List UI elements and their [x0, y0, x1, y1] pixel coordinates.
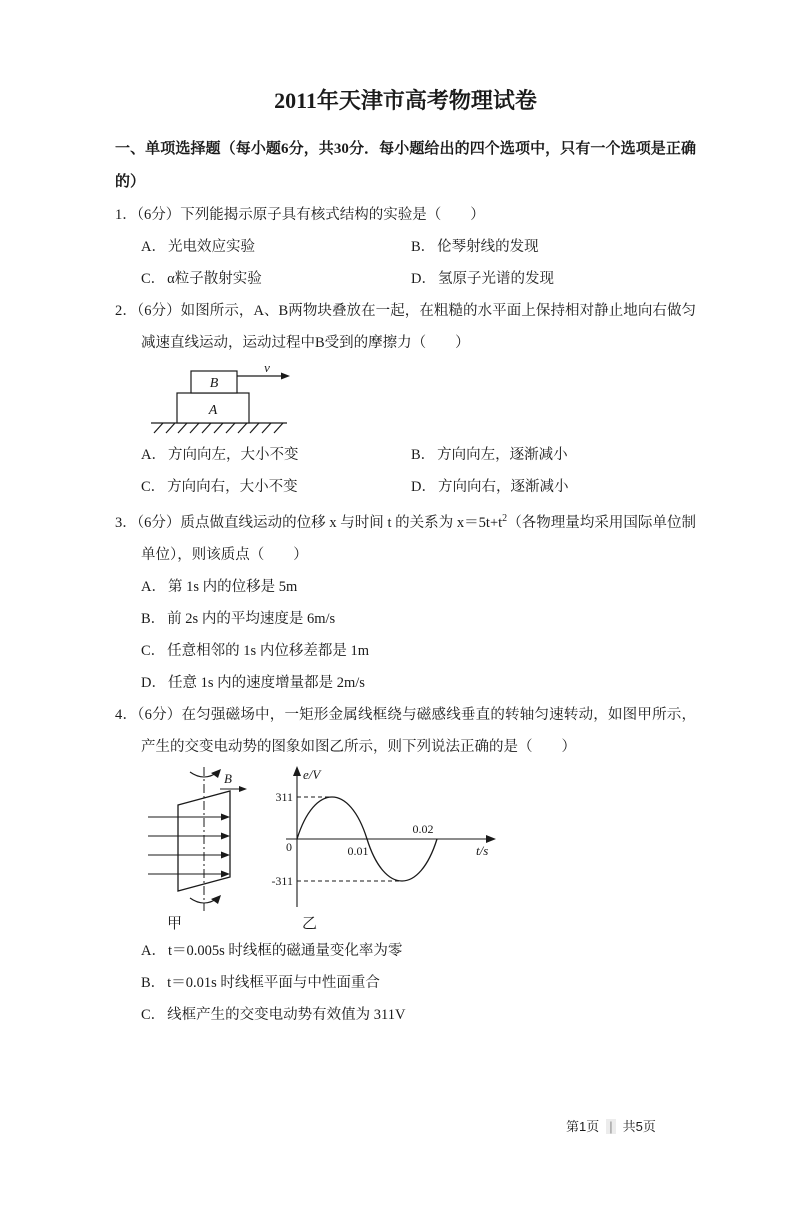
option-label: C．: [141, 1006, 166, 1023]
question-1-stem: [115, 199, 696, 231]
option-text: t＝0.01s 时线框平面与中性面重合: [167, 974, 380, 991]
option-label: D．: [411, 271, 436, 287]
question-4-option-a: [141, 935, 696, 967]
field-arrow-icon: [221, 870, 230, 877]
q4-rotating-coil-figure: [140, 765, 252, 913]
option-text: 第 1s 内的位移是 5m: [167, 578, 298, 595]
option-text: 任意 1s 内的速度增量都是 2m/s: [167, 674, 365, 691]
question-3-option-c: [141, 635, 696, 667]
section-heading: 一、单项选择题（每小题6分，共30分．每小题给出的四个选项中，只有一个选项是正确的）: [115, 141, 696, 190]
question-3-text-pre: （6分）质点做直线运动的位移 x 与时间 t 的关系为 x＝5t+t: [136, 514, 503, 531]
question-4-stem: [115, 699, 696, 763]
question-1-number: 1．: [115, 207, 137, 223]
question-2-stem: [115, 295, 696, 359]
question-3-option-a: [141, 571, 696, 603]
y-axis-arrow-icon: [293, 766, 301, 776]
question-4-option-b: [141, 967, 696, 999]
field-arrow-icon: [221, 832, 230, 839]
question-1-options: [115, 231, 696, 295]
question-2-option-d: [411, 471, 696, 503]
option-text: 任意相邻的 1s 内位移差都是 1m: [167, 642, 369, 659]
question-3: [115, 503, 696, 699]
graph-y-axis-label: e/V: [303, 766, 321, 782]
caption-yi: 乙: [302, 915, 318, 932]
block-a-label: A: [208, 403, 218, 418]
footer-separator: |: [606, 1119, 615, 1134]
graph-x-axis-label: t/s: [476, 842, 489, 858]
graph-y-max-label: 311: [275, 789, 293, 804]
field-arrow-icon: [221, 851, 230, 858]
field-arrow-icon: [221, 813, 230, 820]
question-3-option-b: [141, 603, 696, 635]
question-1-option-c: [141, 263, 411, 295]
option-text: 伦琴射线的发现: [437, 239, 539, 255]
option-text: 方向向右，逐渐减小: [437, 479, 569, 495]
question-2-options: [115, 439, 696, 503]
option-label: C．: [141, 271, 166, 287]
question-4-options: [115, 935, 696, 1031]
option-text: 光电效应实验: [167, 239, 255, 255]
question-1-text: （6分）下列能揭示原子具有核式结构的实验是（ ）: [136, 207, 485, 223]
question-1-option-d: [411, 263, 696, 295]
option-label: B．: [141, 974, 166, 991]
question-2-text: （6分）如图所示，A、B两物块叠放在一起，在粗糙的水平面上保持相对静止地向右做匀减速直线运动，运动过程中B受到的摩擦力（ ）: [136, 303, 697, 351]
question-3-option-d: [141, 667, 696, 699]
velocity-arrow-icon: [281, 373, 290, 380]
option-label: A．: [141, 578, 166, 595]
question-2-option-c: [141, 471, 411, 503]
option-label: B．: [411, 447, 436, 463]
option-text: 方向向右，大小不变: [167, 479, 298, 495]
graph-y-min-label: -311: [271, 873, 293, 888]
option-label: A．: [141, 447, 166, 463]
page-title: 2011年天津市高考物理试卷: [274, 88, 537, 113]
option-label: A．: [141, 239, 166, 255]
caption-jia: 甲: [167, 915, 183, 932]
question-4-number: 4．: [115, 706, 138, 723]
question-2-option-b: [411, 439, 696, 471]
question-4-option-c: [141, 999, 696, 1031]
q4-figure-captions: [115, 913, 696, 935]
question-3-stem: [115, 503, 696, 571]
exponent: 2: [502, 513, 508, 524]
option-label: C．: [141, 642, 166, 659]
q4-figure: [140, 765, 696, 913]
question-4-text: （6分）在匀强磁场中，一矩形金属线框绕与磁感线垂直的转轴匀速转动，如图甲所示，产生的交变电动势的图象如图乙所示，则下列说法正确的是（ ）: [137, 706, 697, 755]
q4-emf-graph: [252, 765, 504, 913]
graph-origin-label: 0: [286, 839, 292, 854]
option-text: 方向向左，逐渐减小: [437, 447, 568, 463]
x-axis-arrow-icon: [486, 835, 496, 843]
option-text: α粒子散射实验: [167, 271, 262, 287]
graph-x-tick-1-label: 0.01: [347, 843, 369, 858]
rotation-arrow-bottom-icon: [211, 895, 221, 904]
graph-x-tick-2-label: 0.02: [412, 821, 434, 836]
question-1: [115, 199, 696, 295]
exam-page: [0, 86, 793, 1031]
field-b-label: B: [224, 770, 232, 786]
question-3-text-post: （各物理量均采用国际单位制单位），则该质点（ ）: [141, 514, 697, 563]
option-label: A．: [141, 942, 166, 959]
question-4: [115, 699, 696, 1031]
velocity-label: v: [264, 363, 270, 375]
q2-blocks-on-ground-figure: [147, 363, 377, 437]
rotation-arrow-top-icon: [211, 769, 221, 778]
question-3-number: 3．: [115, 514, 137, 531]
option-label: C．: [141, 479, 166, 495]
question-1-option-b: [411, 231, 696, 263]
option-text: t＝0.005s 时线框的磁通量变化率为零: [167, 942, 403, 959]
field-direction-arrow-icon: [239, 786, 247, 792]
footer-page-total: 共5页: [622, 1119, 656, 1134]
option-label: B．: [411, 239, 436, 255]
option-label: B．: [141, 610, 166, 627]
option-label: D．: [411, 479, 436, 495]
question-2: [115, 295, 696, 503]
page-footer: [566, 1116, 656, 1135]
question-2-number: 2．: [115, 303, 137, 319]
question-1-option-a: [141, 231, 411, 263]
option-text: 方向向左，大小不变: [167, 447, 299, 463]
footer-page-number: 第1页: [566, 1119, 600, 1134]
question-2-option-a: [141, 439, 411, 471]
option-text: 氢原子光谱的发现: [437, 271, 554, 287]
option-text: 线框产生的交变电动势有效值为 311V: [167, 1006, 406, 1023]
block-b-label: B: [209, 376, 219, 391]
option-label: D．: [141, 674, 166, 691]
option-text: 前 2s 内的平均速度是 6m/s: [167, 610, 336, 627]
question-3-options: [115, 571, 696, 699]
